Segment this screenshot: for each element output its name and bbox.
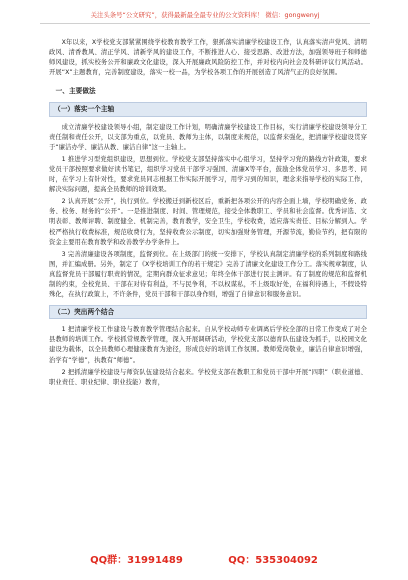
paragraph-1: 成立清廉学校建设领导小组，制定建设工作计划，明确清廉学校建设工作目标，实行清廉学校建设领导分工责任制和责任公开，以支部为重点，以党员、教师为主体，以制度来规范，以监督来强化，把清廉学校建设贯穿于“廉洁办学、廉洁从教、廉洁自律”这一主轴上。 — [49, 123, 367, 151]
subsection-heading-2: （二）突出两个结合 — [49, 305, 367, 319]
paragraph-5: 1 把清廉学校工作建设与教育教学管理结合起来。自从学校动师专业调离后学校全部的日常工作变成了对全县教师的培训工作。学校抓常规教学管理，深入开展调研活动，学校党支部以德育队伍建设为抓手，以校园文化建设为载体，以全员教师心理健康教育为途径，形成良好的培训工作氛围。教师爱岗敬业，廉洁自律意识增强，治学有“学德”，执教有“师德”。 — [49, 326, 367, 364]
paragraph-3: 2 认真开展“公开”，执行到位。学校搬迁到新校区后，重新把各项公开的内容全面上墙，学校明确党务、政务、校务、财务的“公开”。一是推进制度、时间、管理规范，接受全体教职工、学员和社会监督。优秀评选、文明表彰、教师评聘、制度健全、机制完善，教育教学，安全卫生，学校收费，适应落实责任、目标分解到人。学校严格执行收费标准，规范收费行为，坚持收费公示制度，切实加强财务管理，开源节流，勤俭节约，把有限的资金主要用在教育教学和改善教学办学条件上。 — [49, 198, 367, 246]
qq-number: QQ：535304092 — [228, 555, 318, 566]
intro-paragraph: X年以来，X学校党支部紧紧围绕学校教育教学工作，狠抓落实清廉学校建设工作，认真落实清声党风、清明政风、清香教风、清正学风、清新学风的建设工作，不断推进人心、接受思路、改进方法，加强领导班子和师德师风建设，抓实校务公开和廉政文化建设，深入开展廉政风险防控工作，并对校内向社会及科研评议行风活动。开展“X”主题教育，完善制度建设，落实一校一品，为学校各项工作的开展创造了风清气正的良好氛围。 — [49, 39, 367, 77]
qq-group: QQ群：31991489 — [90, 555, 183, 566]
header-banner: 关注头条号“公文研究”，获得最新最全最专业的公文资料库！ 微信：gongwenyj — [40, 10, 370, 24]
paragraph-2: 1 推进学习型党组织建设，思想到位。学校党支部坚持落实中心组学习，坚持学习党的路线方针政策，要求党员干部按照要求做好读书笔记，组织学习党员干部学习强国、清廉X等平台，鼓励全体党员学习、多思考、同时，在学习上有针对性，要求党员同志根据工作实际开展学习，用学习到的知识，理念来指导学校的实际工作，解决实际问题，提高全员教师的培训效果。 — [49, 155, 367, 194]
subsection-heading-1: （一）落实一个主轴 — [49, 102, 367, 116]
footer-contact — [0, 551, 408, 566]
paragraph-4: 3 完善清廉建设各项制度，监督到位。在上级部门的统一安排下，学校认真制定清廉学校的系列制度和路线图，并汇编成册。另外，制定了《X学校培训工作的若干规定》完善了清廉文化建设工作分工。落实规章制度，认真监督党员干部履行职责的情况，定期向群众征求意见；年终全体干部进行民主测评。有了制度的规范和监督机制的约束，全校党员、干部在对待有利益，不与民争利，不以权谋私，不上级取好处，在福利待遇上，不假设特殊化，在执行政策上，不许条件，党员干部和干部以身作则，增强了自律意识和服务意识。 — [49, 250, 367, 299]
section-heading: 一、主要做法 — [55, 87, 96, 96]
document-body — [49, 38, 367, 390]
paragraph-6: 2 把抓清廉学校建设与师资队伍建设结合起来。学校党支部在教职工和党员干部中开展“四职”（职业道德、职业责任、职业纪律、职业技能）教育， — [49, 368, 367, 386]
